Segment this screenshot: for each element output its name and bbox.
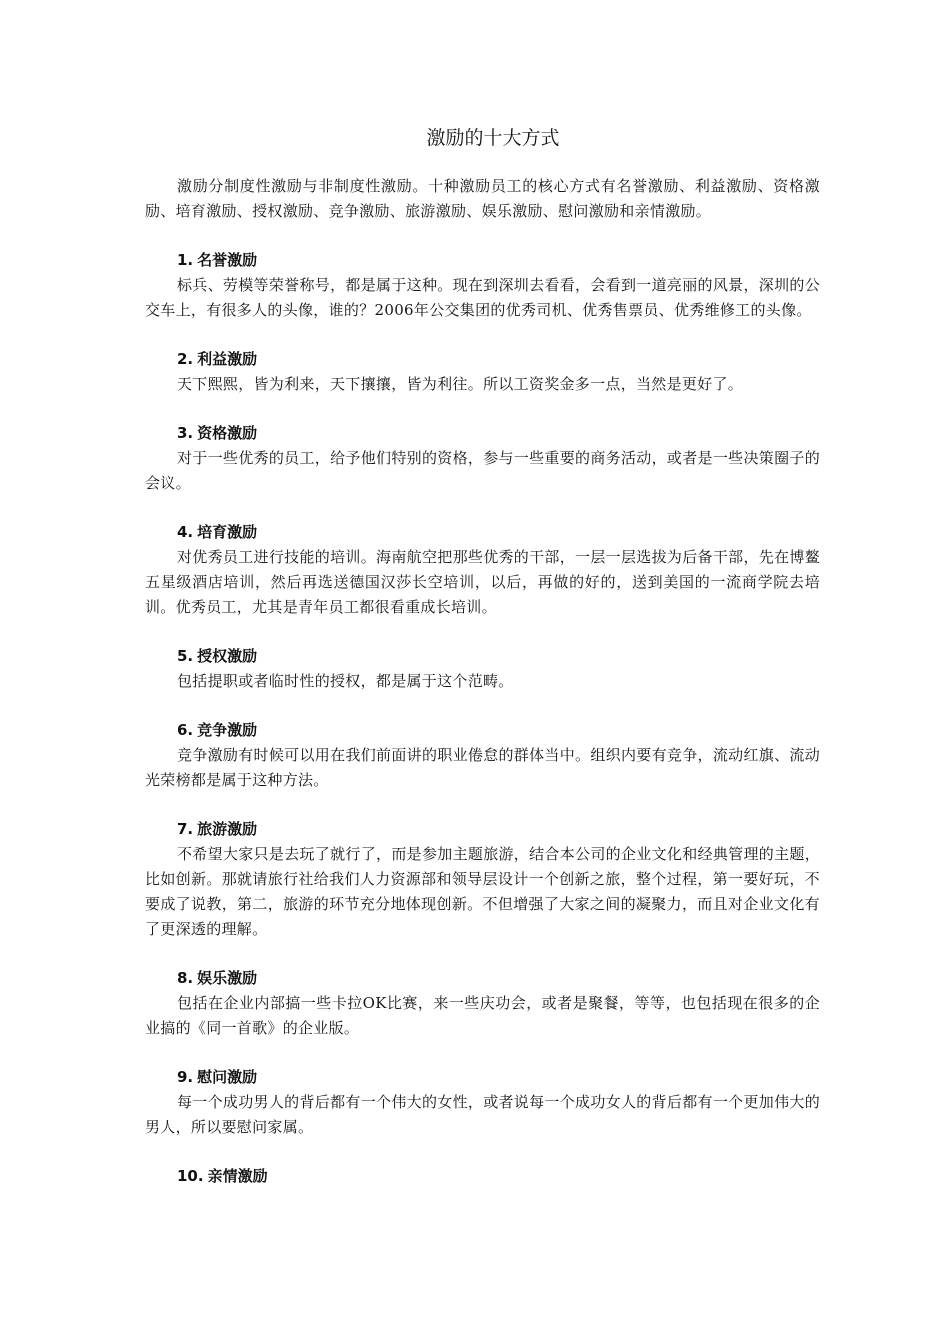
section-body: 每一个成功男人的背后都有一个伟大的女性，或者说每一个成功女人的背后都有一个更加伟大的男人，所以要慰问家属。 <box>145 1093 820 1136</box>
section-title: 名誉激励 <box>197 251 258 269</box>
section-body: 包括提职或者临时性的授权，都是属于这个范畴。 <box>177 672 514 690</box>
section-body: 不希望大家只是去玩了就行了，而是参加主题旅游，结合本公司的企业文化和经典管理的主题，比如创新。那就请旅行社给我们人力资源部和领导层设计一个创新之旅，整个过程，第一要好玩，不要成了说教，第二，旅游的环节充分地体现创新。不但增强了大家之间的凝聚力，而且对企业文化有了更深透的理解。 <box>145 845 820 938</box>
document-title: 激励的十大方式 <box>426 127 560 149</box>
section-7 <box>145 817 820 942</box>
section-1 <box>145 248 820 323</box>
section-title: 利益激励 <box>197 350 258 368</box>
document-body <box>145 174 820 1189</box>
section-number: 2. <box>177 350 194 368</box>
section-body: 竞争激励有时候可以用在我们前面讲的职业倦怠的群体当中。组织内要有竞争，流动红旗、流动光荣榜都是属于这种方法。 <box>145 746 820 789</box>
section-title: 亲情激励 <box>207 1167 268 1185</box>
section-body: 对于一些优秀的员工，给予他们特别的资格，参与一些重要的商务活动，或者是一些决策圈子的会议。 <box>145 449 820 492</box>
section-heading <box>145 347 820 372</box>
section-9 <box>145 1065 820 1140</box>
section-heading <box>145 1065 820 1090</box>
section-number: 4. <box>177 523 194 541</box>
section-heading <box>145 644 820 669</box>
section-heading <box>145 520 820 545</box>
section-body: 对优秀员工进行技能的培训。海南航空把那些优秀的干部，一层一层选拔为后备干部，先在博鳌五星级酒店培训，然后再选送德国汉莎长空培训，以后，再做的好的，送到美国的一流商学院去培训。优秀员工，尤其是青年员工都很看重成长培训。 <box>145 548 820 616</box>
section-heading <box>145 1164 820 1189</box>
section-number: 7. <box>177 820 194 838</box>
section-body: 包括在企业内部搞一些卡拉OK比赛，来一些庆功会，或者是聚餐，等等，也包括现在很多的企业搞的《同一首歌》的企业版。 <box>145 994 820 1037</box>
section-4 <box>145 520 820 620</box>
section-title: 娱乐激励 <box>197 969 258 987</box>
section-heading <box>145 248 820 273</box>
section-number: 10. <box>177 1167 204 1185</box>
intro-paragraph: 激励分制度性激励与非制度性激励。十种激励员工的核心方式有名誉激励、利益激励、资格激励、培育激励、授权激励、竞争激励、旅游激励、娱乐激励、慰问激励和亲情激励。 <box>145 177 820 220</box>
section-title: 资格激励 <box>197 424 258 442</box>
section-heading <box>145 817 820 842</box>
section-10 <box>145 1164 820 1189</box>
section-number: 1. <box>177 251 194 269</box>
section-title: 竞争激励 <box>197 721 258 739</box>
section-3 <box>145 421 820 496</box>
section-2 <box>145 347 820 397</box>
section-number: 6. <box>177 721 194 739</box>
section-heading <box>145 718 820 743</box>
section-title: 旅游激励 <box>197 820 258 838</box>
section-8 <box>145 966 820 1041</box>
section-5 <box>145 644 820 694</box>
section-6 <box>145 718 820 793</box>
section-number: 8. <box>177 969 194 987</box>
section-number: 5. <box>177 647 194 665</box>
section-title: 培育激励 <box>197 523 258 541</box>
section-number: 9. <box>177 1068 194 1086</box>
section-body: 标兵、劳模等荣誉称号，都是属于这种。现在到深圳去看看，会看到一道亮丽的风景，深圳的公交车上，有很多人的头像，谁的？2006年公交集团的优秀司机、优秀售票员、优秀维修工的头像。 <box>145 276 820 319</box>
section-title: 慰问激励 <box>197 1068 258 1086</box>
section-number: 3. <box>177 424 194 442</box>
section-title: 授权激励 <box>197 647 258 665</box>
section-heading <box>145 421 820 446</box>
section-heading <box>145 966 820 991</box>
section-body: 天下熙熙，皆为利来，天下攘攘，皆为利往。所以工资奖金多一点，当然是更好了。 <box>177 375 744 393</box>
